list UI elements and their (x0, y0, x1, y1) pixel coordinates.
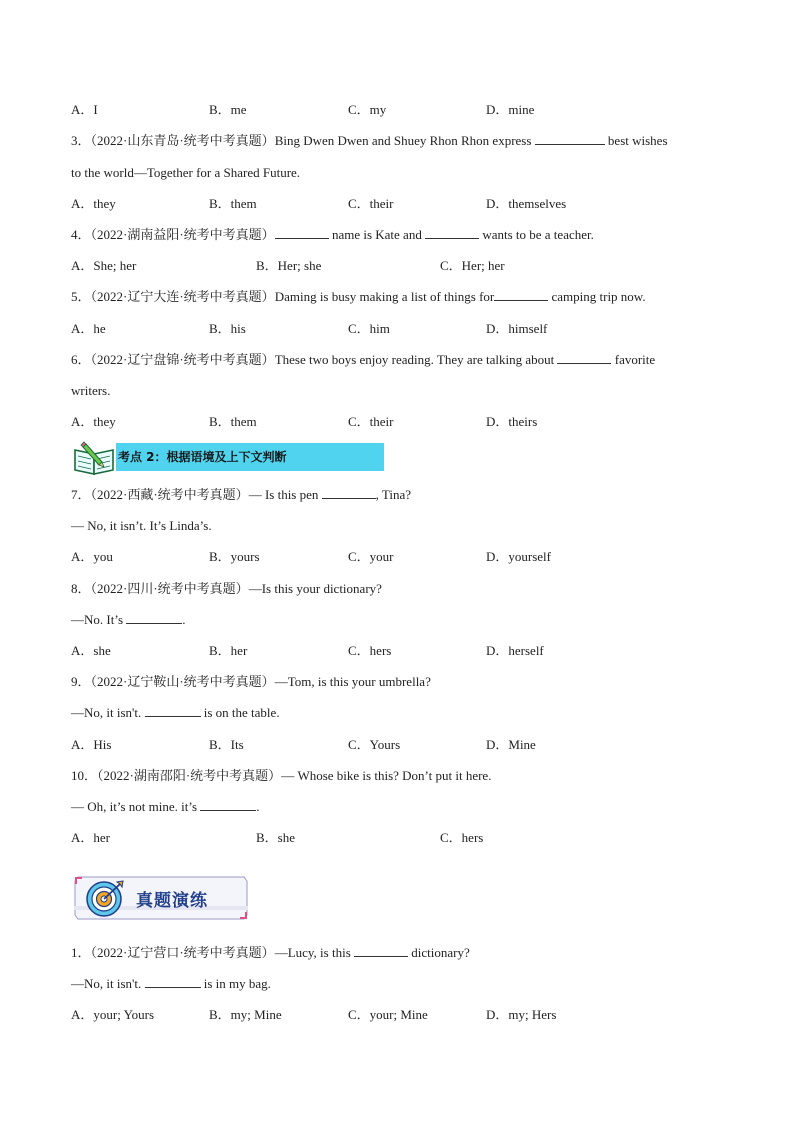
question-source: （2022·湖南邵阳·统考中考真题） (97, 768, 282, 783)
question-3 (71, 132, 668, 150)
question-text-cont: writers. (71, 383, 111, 398)
answer-blank (126, 611, 182, 624)
question-source: （2022·四川·统考中考真题） (90, 581, 249, 596)
option-b: B．Its (209, 737, 244, 752)
answer-blank (494, 288, 548, 301)
option-a: A．her (71, 830, 110, 845)
question-source: （2022·山东青岛·统考中考真题） (90, 133, 275, 148)
question-10 (71, 767, 491, 785)
question-text: These two boys enjoy reading. They are talking about (274, 352, 555, 367)
question-number: 7． (71, 487, 91, 502)
option-a: A．His (71, 737, 112, 752)
question-number: 9． (71, 674, 91, 689)
question-text-cont: to the world—Together for a Shared Future. (71, 165, 301, 180)
answer-blank (275, 226, 329, 239)
option-c: C．my (348, 102, 387, 117)
question-text: —No. It’s (71, 612, 123, 627)
question-text: . (182, 612, 186, 627)
option-d: D．herself (486, 643, 544, 658)
question-source: （2022·湖南益阳·统考中考真题） (90, 227, 275, 242)
question-text: Bing Dwen Dwen and Shuey Rhon Rhon express (274, 133, 532, 148)
question-text: — Is this pen (248, 487, 319, 502)
question-source: （2022·辽宁营口·统考中考真题） (90, 945, 275, 960)
option-d: D．themselves (486, 196, 567, 211)
option-c: C．hers (348, 643, 392, 658)
question-text: —No, it isn't. (71, 976, 142, 991)
section-title: 考点 2：根据语境及上下文判断 (116, 443, 384, 471)
option-a: A．he (71, 321, 106, 336)
option-a: A．she (71, 643, 111, 658)
question-text: dictionary? (411, 945, 470, 960)
question-6 (71, 351, 655, 369)
question-source: （2022·辽宁鞍山·统考中考真题） (90, 674, 275, 689)
option-d: D．Mine (486, 737, 536, 752)
option-b: B．yours (209, 549, 260, 564)
question-8 (71, 580, 382, 598)
question-text: —Is this your dictionary? (248, 581, 382, 596)
question-text-cont: — No, it isn’t. It’s Linda’s. (71, 518, 212, 533)
question-text-cont (71, 798, 260, 816)
option-a: A．your; Yours (71, 1007, 155, 1022)
question-number: 6． (71, 352, 91, 367)
question-text: Daming is busy making a list of things for (274, 289, 495, 304)
option-c: C．their (348, 196, 394, 211)
option-b: B．my; Mine (209, 1007, 282, 1022)
answer-blank (557, 351, 611, 364)
answer-blank (200, 798, 256, 811)
option-c: C．your; Mine (348, 1007, 428, 1022)
answer-blank (145, 704, 201, 717)
question-text: is on the table. (203, 705, 280, 720)
option-b: B．Her; she (256, 258, 322, 273)
option-c: C．Yours (348, 737, 401, 752)
question-text-cont (71, 975, 271, 993)
option-a: A．I (71, 102, 98, 117)
question-number: 3． (71, 133, 91, 148)
option-d: D．my; Hers (486, 1007, 557, 1022)
question-text-cont (71, 704, 280, 722)
option-d: D．theirs (486, 414, 538, 429)
question-text: best wishes (607, 133, 668, 148)
answer-blank (535, 132, 605, 145)
answer-blank (322, 486, 376, 499)
question-number: 8． (71, 581, 91, 596)
question-7 (71, 486, 411, 504)
question-text: —No, it isn't. (71, 705, 142, 720)
option-b: B．them (209, 196, 257, 211)
question-text: —Tom, is this your umbrella? (274, 674, 431, 689)
option-b: B．her (209, 643, 248, 658)
question-text: — Whose bike is this? Don’t put it here. (281, 768, 492, 783)
option-c: C．Her; her (440, 258, 505, 273)
option-a: A．they (71, 414, 116, 429)
question-source: （2022·西藏·统考中考真题） (90, 487, 249, 502)
question-4 (71, 226, 594, 244)
answer-blank (425, 226, 479, 239)
question-text: camping trip now. (551, 289, 646, 304)
question-text: , Tina? (375, 487, 412, 502)
option-b: B．me (209, 102, 247, 117)
question-text: is in my bag. (203, 976, 271, 991)
answer-blank (354, 944, 408, 957)
target-icon (84, 878, 128, 918)
option-b: B．she (256, 830, 296, 845)
question-number: 1． (71, 945, 91, 960)
question-number: 5． (71, 289, 91, 304)
option-c: C．their (348, 414, 394, 429)
option-b: B．them (209, 414, 257, 429)
question-text: . (256, 799, 260, 814)
option-a: A．She; her (71, 258, 137, 273)
question-source: （2022·辽宁大连·统考中考真题） (90, 289, 275, 304)
question-number: 10． (71, 768, 98, 783)
practice-question-1 (71, 944, 470, 962)
question-9 (71, 673, 431, 691)
question-text: favorite (614, 352, 656, 367)
answer-blank (145, 975, 201, 988)
question-text-cont (71, 611, 186, 629)
option-a: A．you (71, 549, 113, 564)
question-5 (71, 288, 646, 306)
option-c: C．your (348, 549, 394, 564)
option-d: D．mine (486, 102, 535, 117)
option-c: C．hers (440, 830, 484, 845)
section-title: 真题演练 (136, 891, 208, 911)
question-text: — Oh, it’s not mine. it’s (71, 799, 198, 814)
option-a: A．they (71, 196, 116, 211)
option-d: D．yourself (486, 549, 551, 564)
question-text: —Lucy, is this (274, 945, 351, 960)
section-banner-practice (74, 876, 248, 920)
option-c: C．him (348, 321, 390, 336)
option-d: D．himself (486, 321, 548, 336)
question-source: （2022·辽宁盘锦·统考中考真题） (90, 352, 275, 367)
book-pencil-icon (72, 440, 118, 476)
option-b: B．his (209, 321, 246, 336)
question-text: wants to be a teacher. (482, 227, 594, 242)
question-text: name is Kate and (331, 227, 422, 242)
question-number: 4． (71, 227, 91, 242)
